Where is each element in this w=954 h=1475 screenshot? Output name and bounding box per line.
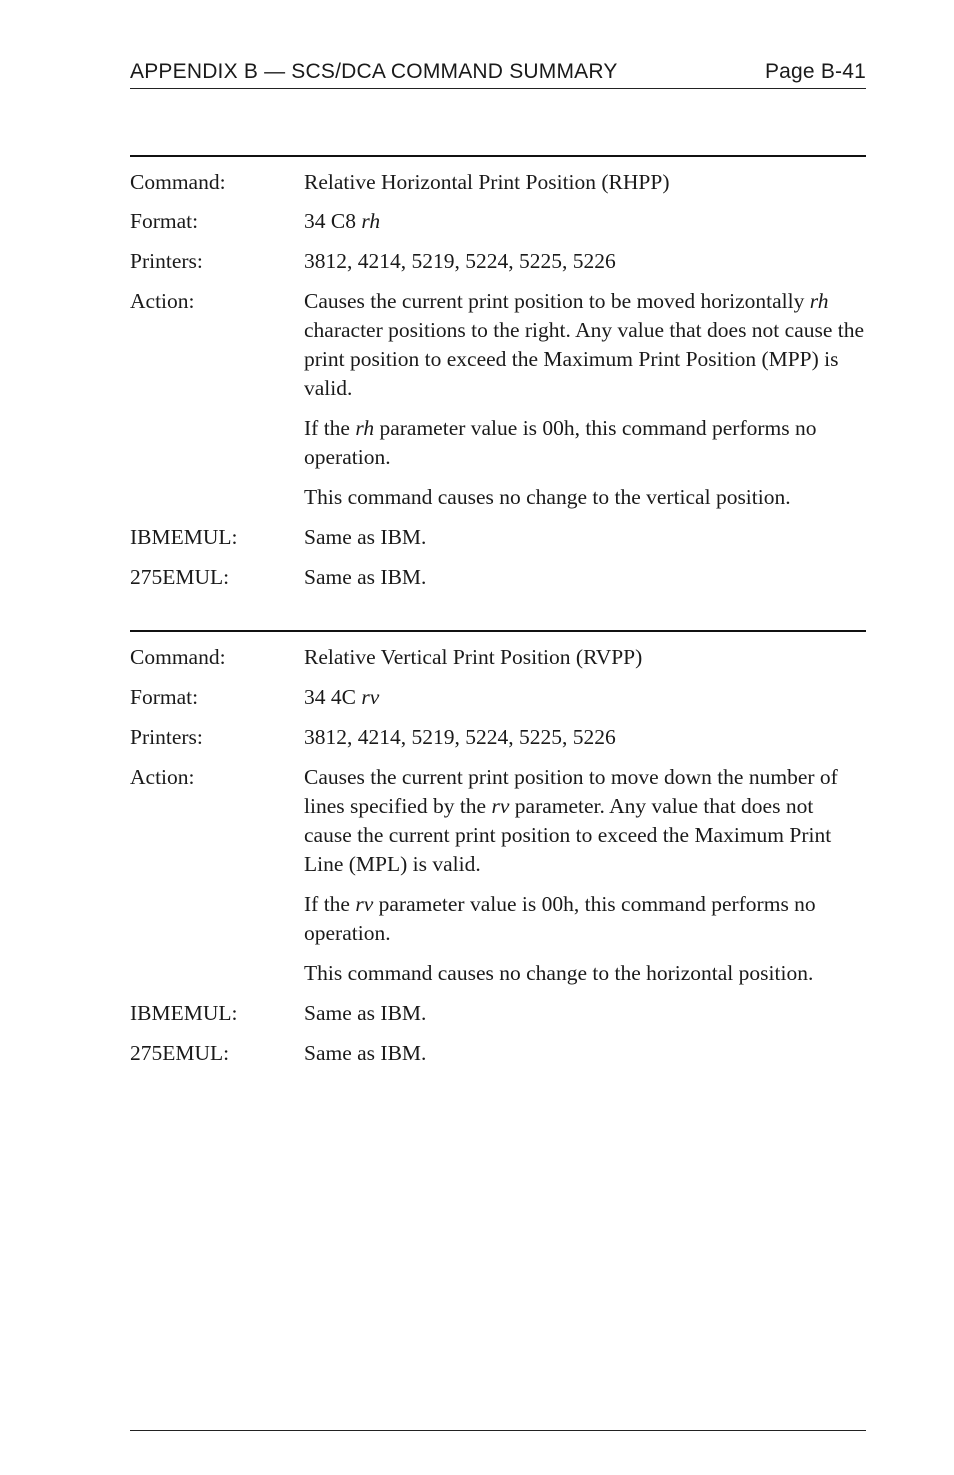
action-paragraph: [304, 414, 866, 472]
printers-value: 3812, 4214, 5219, 5224, 5225, 5226: [304, 249, 616, 273]
action-text: parameter. Any value that does not cause the current print position to exceed the Maximum Print Line (MPL) is valid.: [304, 794, 832, 876]
action-text: If the: [304, 416, 350, 440]
emul275-value: Same as IBM.: [304, 1041, 427, 1065]
action-row: [130, 287, 866, 512]
action-param: rv: [491, 794, 510, 818]
ibmemul-label: IBMEMUL:: [130, 1001, 238, 1025]
action-text: If the: [304, 892, 350, 916]
format-label: Format:: [130, 209, 199, 233]
action-row: [130, 763, 866, 988]
action-param: rh: [809, 289, 829, 313]
page-header: [130, 56, 866, 89]
emul275-value: Same as IBM.: [304, 565, 427, 589]
command-row: [130, 643, 866, 672]
action-text: Causes the current print position to be moved horizontally: [304, 289, 805, 313]
printers-row: [130, 723, 866, 752]
printers-value: 3812, 4214, 5219, 5224, 5225, 5226: [304, 725, 616, 749]
printers-label: Printers:: [130, 725, 203, 749]
ibmemul-value: Same as IBM.: [304, 525, 427, 549]
action-paragraph: [304, 287, 866, 403]
ibmemul-row: [130, 523, 866, 552]
command-entry-rvpp: [130, 630, 866, 1068]
command-label: Command:: [130, 170, 226, 194]
command-label: Command:: [130, 645, 226, 669]
action-label: Action:: [130, 765, 195, 789]
command-entry-rhpp: [130, 155, 866, 592]
action-paragraph: [304, 763, 866, 879]
command-row: [130, 168, 866, 197]
emul275-label: 275EMUL:: [130, 565, 230, 589]
emul275-label: 275EMUL:: [130, 1041, 230, 1065]
ibmemul-value: Same as IBM.: [304, 1001, 427, 1025]
printers-row: [130, 247, 866, 276]
emul275-row: [130, 563, 866, 592]
format-value: [304, 683, 866, 712]
format-code: 34 4C: [304, 685, 356, 709]
action-text: Causes the current print position to move down the number of lines specified by the: [304, 765, 838, 818]
format-param: rv: [361, 685, 380, 709]
command-value: Relative Vertical Print Position (RVPP): [304, 645, 643, 669]
action-text: character positions to the right. Any value that does not cause the print position to exceed the Maximum Print Position (MPP) is valid.: [304, 318, 865, 400]
action-param: rh: [355, 416, 375, 440]
action-paragraph: This command causes no change to the vertical position.: [304, 485, 791, 509]
footer-rule: [130, 1430, 866, 1431]
action-paragraph: [304, 890, 866, 948]
action-value: [304, 763, 866, 988]
ibmemul-row: [130, 999, 866, 1028]
action-text: parameter value is 00h, this command performs no operation.: [304, 892, 816, 945]
action-paragraph: This command causes no change to the horizontal position.: [304, 961, 814, 985]
ibmemul-label: IBMEMUL:: [130, 525, 238, 549]
format-row: [130, 683, 866, 712]
action-text: parameter value is 00h, this command performs no operation.: [304, 416, 817, 469]
page-number: Page B-41: [764, 60, 866, 83]
format-code: 34 C8: [304, 209, 356, 233]
format-value: [304, 207, 866, 236]
page-header-title: APPENDIX B — SCS/DCA COMMAND SUMMARY: [130, 60, 618, 83]
emul275-row: [130, 1039, 866, 1068]
printers-label: Printers:: [130, 249, 203, 273]
format-row: [130, 207, 866, 236]
action-value: [304, 287, 866, 512]
action-label: Action:: [130, 289, 195, 313]
format-label: Format:: [130, 685, 199, 709]
format-param: rh: [361, 209, 381, 233]
command-value: Relative Horizontal Print Position (RHPP): [304, 170, 670, 194]
action-param: rv: [355, 892, 374, 916]
